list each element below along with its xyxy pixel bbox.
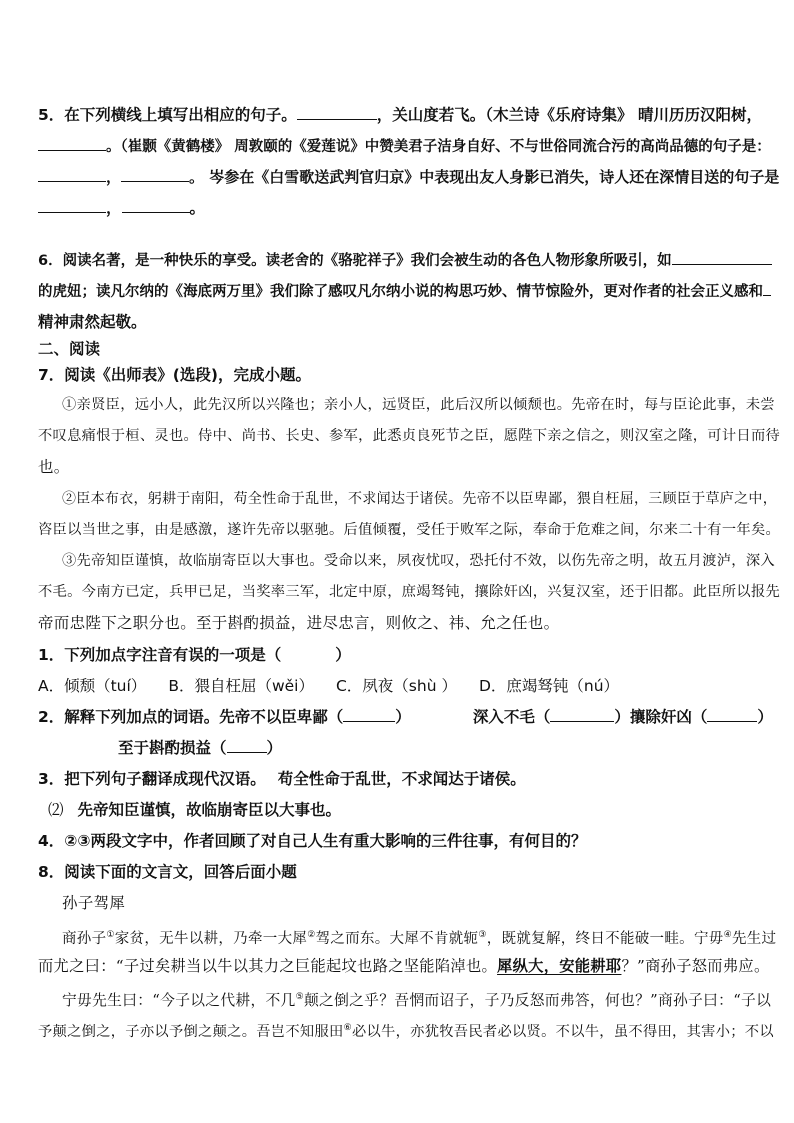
q8-title: 8．阅读下面的文言文，回答后面小题	[38, 863, 297, 881]
answer-blank[interactable]	[672, 250, 772, 265]
answer-blank[interactable]	[38, 167, 106, 182]
q5-line-1	[38, 105, 774, 125]
q6-line-3	[38, 312, 774, 332]
subquestion-4: 4．②③两段文字中，作者回顾了对自己人生有重大影响的三件往事，有何目的？	[38, 832, 587, 850]
q5-text: 。（崔颢《黄鹤楼》 周敦颐的《爱莲说》中赞美君子洁身自好、不与世俗同流合污的高尚品德的句子是：	[106, 139, 771, 155]
q5-line-3	[38, 167, 780, 187]
q5-text: ，	[106, 199, 122, 217]
passage-line: 不毛。今南方已定，兵甲已足，当奖率三军，北定中原，庶竭驽钝，攘除奸凶，兴复汉室，还于旧都。此臣所以报先	[38, 584, 781, 600]
passage-line: 而尤之曰：“子过矣耕当以牛以其力之巨能起坟也路之坚能陷淖也。犀纵大，安能耕耶？”商孙子怒而弗应。	[38, 957, 770, 975]
q5-text: 。 岑参在《白雪歌送武判官归京》中表现出友人身影已消失，诗人还在深情目送的句子是	[189, 168, 780, 186]
q5-line-4	[38, 198, 774, 218]
option-b[interactable]: B．猥自枉屈（wěi）	[168, 677, 314, 695]
passage-line: 商孙子①家贫，无牛以耕，乃牵一大犀②驾之而东。大犀不肯就轭③，既就复解，终日不能破一畦。宁毋④先生过	[62, 930, 777, 947]
q5-text: ，关山度若飞。（木兰诗《乐府诗集》 晴川历历汉阳树，	[376, 106, 762, 124]
answer-blank[interactable]	[227, 738, 267, 753]
passage-line: 不叹息痛恨于桓、灵也。侍中、尚书、长史、参军，此悉贞良死节之臣，愿陛下亲之信之，则汉室之隆，可计日而待	[38, 428, 781, 444]
subquestion-3b: ⑵ 先帝知臣谨慎，故临崩寄臣以大事也。	[48, 801, 342, 819]
answer-blank[interactable]	[38, 198, 106, 213]
subquestion-2: 2．解释下列加点的词语。先帝不以臣卑鄙（ ） 深入不毛（ ）攘除奸凶（ ）	[38, 708, 773, 726]
q5-text: ，	[106, 168, 122, 186]
subquestion-1: 1．下列加点字注音有误的一项是（ ）	[38, 646, 351, 664]
passage-subtitle: 孙子驾犀	[62, 894, 126, 912]
option-c[interactable]: C．夙夜（shù ）	[335, 677, 457, 695]
underlined-sentence: 犀纵大，安能耕耶	[497, 957, 622, 975]
passage-line: ①亲贤臣，远小人，此先汉所以兴隆也；亲小人，远贤臣，此后汉所以倾颓也。先帝在时，每与臣论此事，未尝	[62, 397, 775, 413]
passage-line: 宁毋先生曰：“今子以之代耕，不几⑤颠之倒之乎？吾惘而诏子，子乃反怒而弗答，何也？”商孙子曰：“子以	[62, 991, 772, 1009]
q6-text: 6．阅读名著，是一种快乐的享受。读老舍的《骆驼祥子》我们会被生动的各色人物形象所吸引，如	[38, 253, 672, 269]
answer-blank[interactable]	[122, 198, 190, 213]
answer-blank[interactable]	[38, 136, 106, 151]
subquestion-3: 3．把下列句子翻译成现代汉语。 苟全性命于乱世，不求闻达于诸侯。	[38, 770, 526, 788]
answer-blank[interactable]	[763, 281, 771, 296]
passage-line: ②臣本布衣，躬耕于南阳，苟全性命于乱世，不求闻达于诸侯。先帝不以臣卑鄙，猥自枉屈，三顾臣于草庐之中，	[62, 491, 777, 507]
answer-blank[interactable]	[297, 105, 377, 120]
option-d[interactable]: D．庶竭驽钝（nú）	[478, 677, 620, 695]
answer-blank[interactable]	[707, 707, 757, 722]
q6-text: 的虎妞；读凡尔纳的《海底两万里》我们除了感叹凡尔纳小说的构思巧妙、情节惊险外，更对作者的社会正义感和	[38, 284, 763, 300]
q7-title: 7．阅读《出师表》(选段)，完成小题。	[38, 366, 311, 384]
q6-text: 精神肃然起敬。	[38, 313, 147, 331]
answer-blank[interactable]	[121, 167, 189, 182]
section-heading: 二、阅读	[38, 340, 101, 358]
passage-line: 予颠之倒之，子亦以予倒之颠之。吾岂不知服田⑥必以牛，亦犹牧吾民者必以贤。不以牛，虽不得田，其害小；不以	[38, 1023, 774, 1040]
subquestion-2-cont: 至于斟酌损益（ ）	[118, 739, 283, 757]
answer-blank[interactable]	[343, 707, 395, 722]
passage-line: 帝而忠陛下之职分也。至于斟酌损益，进尽忠言，则攸之、祎、允之任也。	[38, 614, 560, 632]
q6-line-1	[38, 250, 774, 271]
answer-blank[interactable]	[550, 707, 614, 722]
subquestion-1-options	[38, 676, 774, 696]
passage-line: 咨臣以当世之事，由是感激，遂许先帝以驱驰。后值倾覆，受任于败军之际，奉命于危难之间，尔来二十有一年矣。	[38, 522, 781, 538]
passage-line: ③先帝知臣谨慎，故临崩寄臣以大事也。受命以来，夙夜忧叹，恐托付不效，以伤先帝之明，故五月渡泸，深入	[62, 553, 775, 569]
option-a[interactable]: A．倾颓（tuí）	[38, 677, 147, 695]
q5-text: 5．在下列横线上填写出相应的句子。	[38, 106, 297, 124]
q5-text: 。	[189, 199, 206, 217]
q6-line-2	[38, 281, 774, 302]
passage-line: 也。	[38, 458, 70, 476]
q5-line-2	[38, 136, 774, 157]
